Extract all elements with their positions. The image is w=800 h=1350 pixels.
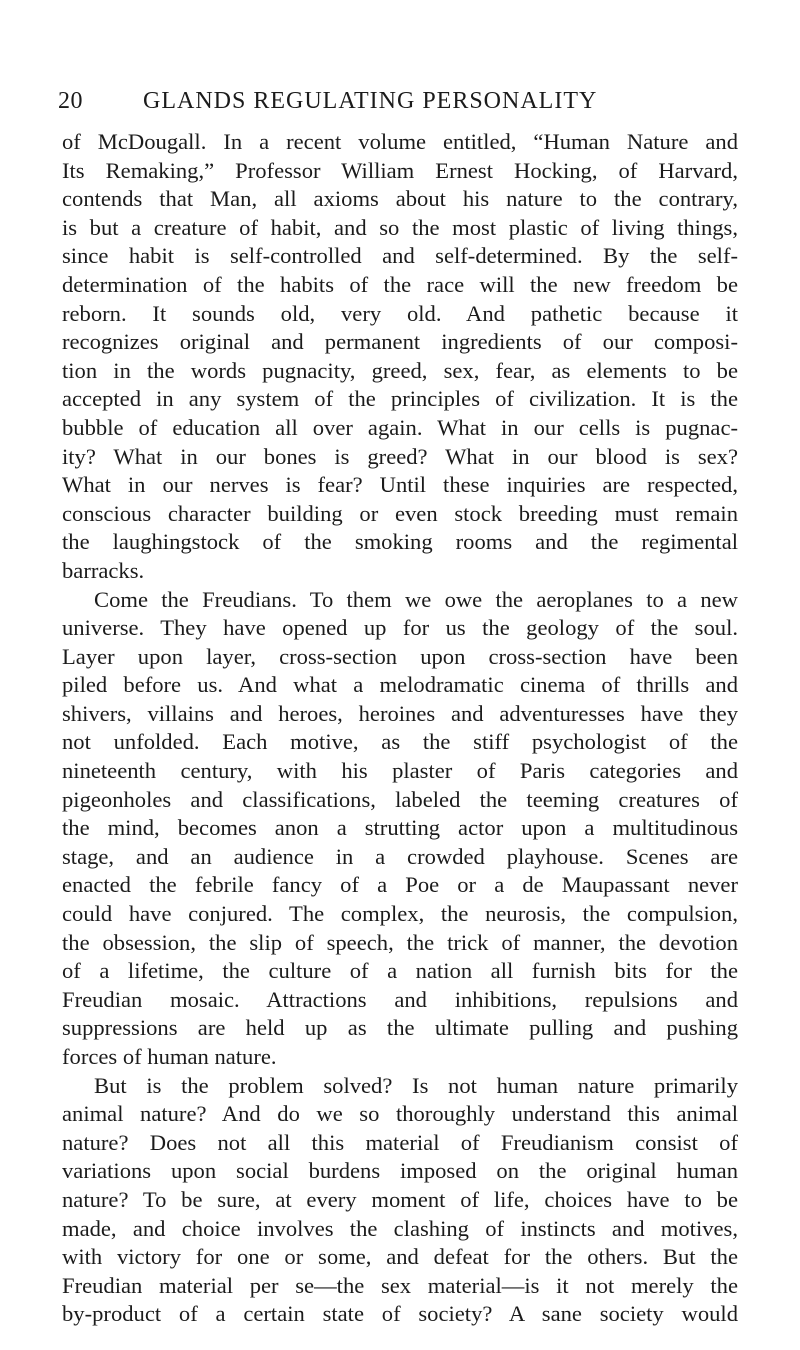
text-line: shivers, villains and heroes, heroines and adventuresses have they [62, 700, 738, 726]
text-line: contends that Man, all axioms about his nature to the contrary, [62, 186, 738, 212]
text-line: Freudian mosaic. Attractions and inhibitions, repulsions and [62, 986, 738, 1012]
text-line: animal nature? And do we so thoroughly understand this animal [62, 1101, 738, 1127]
text-line: conscious character building or even stock breeding must remain [62, 500, 738, 526]
text-line: with victory for one or some, and defeat for the others. But the [62, 1244, 738, 1270]
page-header [58, 88, 758, 128]
text-line: nature? To be sure, at every moment of life, choices have to be [62, 1186, 738, 1212]
text-line: is but a creature of habit, and so the most plastic of living things, [62, 214, 738, 240]
text-line: But is the problem solved? Is not human nature primarily [94, 1072, 738, 1098]
text-line: piled before us. And what a melodramatic cinema of thrills and [62, 672, 738, 698]
text-line: recognizes original and permanent ingredients of our composi- [62, 329, 738, 355]
text-line: barracks. [62, 557, 145, 583]
text-line: nature? Does not all this material of Freudianism consist of [62, 1129, 738, 1155]
text-line: reborn. It sounds old, very old. And pathetic because it [62, 300, 738, 326]
text-line: accepted in any system of the principles of civilization. It is the [62, 386, 738, 412]
text-line: determination of the habits of the race will the new freedom be [62, 271, 738, 297]
text-line: suppressions are held up as the ultimate pulling and pushing [62, 1015, 738, 1041]
text-line: of a lifetime, the culture of a nation all furnish bits for the [62, 958, 738, 984]
text-line: ity? What in our bones is greed? What in our blood is sex? [62, 443, 738, 469]
running-head: GLANDS REGULATING PERSONALITY [143, 88, 598, 114]
text-line: the obsession, the slip of speech, the trick of manner, the devotion [62, 929, 738, 955]
text-line: Its Remaking,” Professor William Ernest Hocking, of Harvard, [62, 157, 738, 183]
text-line: Layer upon layer, cross-section upon cross-section have been [62, 643, 738, 669]
text-line: enacted the febrile fancy of a Poe or a de Maupassant never [62, 872, 738, 898]
body-text [62, 128, 738, 1329]
text-line: Freudian material per se—the sex material—is it not merely the [62, 1272, 738, 1298]
text-line: What in our nerves is fear? Until these inquiries are respected, [62, 472, 738, 498]
text-line: universe. They have opened up for us the geology of the soul. [62, 615, 738, 641]
text-line: Come the Freudians. To them we owe the aeroplanes to a new [94, 586, 738, 612]
text-line: tion in the words pugnacity, greed, sex, fear, as elements to be [62, 357, 738, 383]
text-line: made, and choice involves the clashing of instincts and motives, [62, 1215, 738, 1241]
text-line: forces of human nature. [62, 1044, 277, 1069]
text-line: not unfolded. Each motive, as the stiff psychologist of the [62, 729, 738, 755]
text-line: could have conjured. The complex, the neurosis, the compulsion, [62, 901, 738, 927]
text-line: by-product of a certain state of society? A sane society would [62, 1301, 738, 1327]
text-line: the laughingstock of the smoking rooms and the regimental [62, 529, 738, 555]
text-line: of McDougall. In a recent volume entitled, “Human Nature and [62, 129, 738, 154]
text-line: pigeonholes and classifications, labeled the teeming creatures of [62, 786, 738, 812]
text-line: the mind, becomes anon a strutting actor upon a multitudinous [62, 815, 738, 841]
text-line: variations upon social burdens imposed on the original human [62, 1158, 738, 1184]
text-line: since habit is self-controlled and self-determined. By the self- [62, 243, 738, 269]
text-line: bubble of education all over again. What in our cells is pugnac- [62, 414, 738, 440]
text-line: stage, and an audience in a crowded playhouse. Scenes are [62, 843, 738, 869]
text-line: nineteenth century, with his plaster of Paris categories and [62, 758, 738, 784]
page-number: 20 [58, 88, 83, 114]
